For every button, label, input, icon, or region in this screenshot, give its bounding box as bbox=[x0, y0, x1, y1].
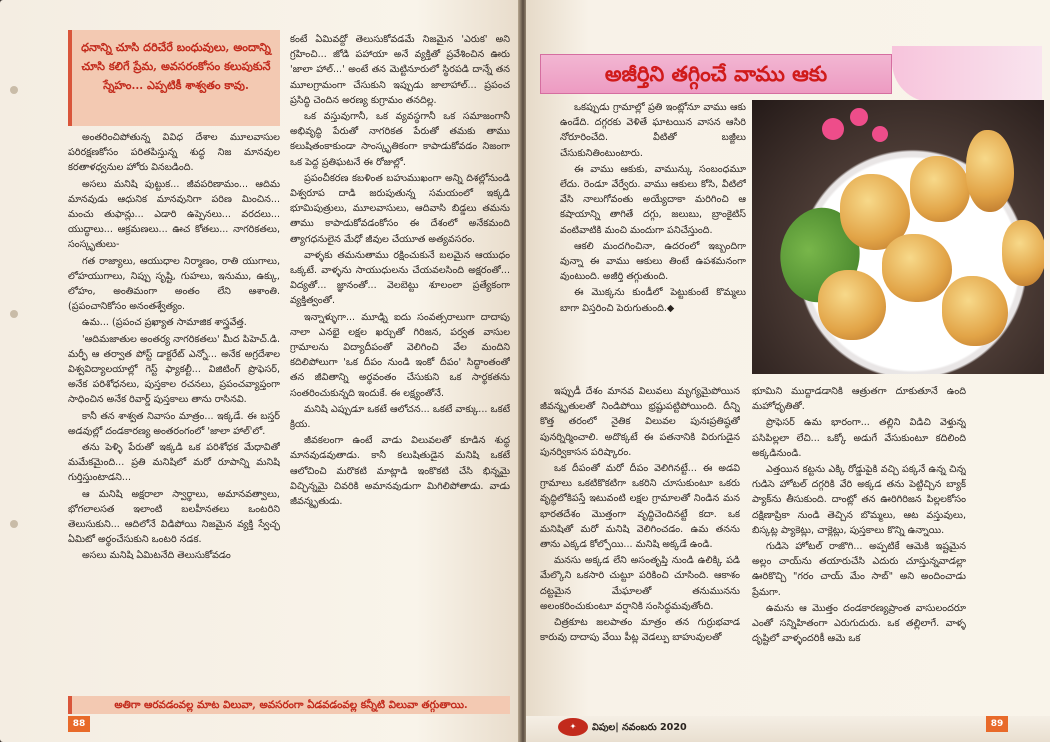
paragraph: ఒక దీపంతో మరో దీపం వెలిగినట్టే... ఈ అడవి గ్రామాలు ఒకటికొకటిగా ఒకరిని చూసుకుంటూ ఒకరు వృద్ధిలోకిపస్తే ఇటువంటి లక్షల గ్రామాలతో నిండిన మన భారతదేశం మొత్తంగా వృద్ధిచెందినట్టే కదా. ఒక మనిషితో మరో మనిషి వెలిగించడం. ఉమ తనను తాను ఎక్కడ కోల్పోయి... మనిషి అక్కడే ఉండి. bbox=[540, 463, 740, 551]
punch-hole bbox=[10, 310, 18, 318]
paragraph: జీవకలంగా ఉంటే వాడు విలువలతో కూడిన శుద్ధ మానవుడవుతాడు. కానీ కలుషితుడైన మనిషి ఒకటే ఆలోచించి మరొకటి మాట్లాడి ఇంకొకటి చేసి భిన్నమై విచ్ఛిన్నమై చివరికి అమానవుడుగా మిగిలిపోతాడు. వాడు జీవన్మృతుడు. bbox=[290, 435, 510, 508]
paragraph: 'ఆదిమజాతుల అంతర్య నాగరికతలు' మీద పిహెచ్.డి. మర్ఫీ ఆ తర్వాత పోస్ట్ డాక్టరేట్ ఎన్నో... అనేక అగ్రదేశాల విశ్వవిద్యాలయాల్లో గెస్ట్ ఫ్యాకల్టీ... విజిటింగ్ ప్రొఫెసర్, అనేక పరిశోధనలు, పుస్తకాల రచనలు, ప్రపంచవ్యాప్తంగా సాధించిన అనేక రివార్డ్ పుస్తకాలు తాను రాసినవి. bbox=[68, 333, 280, 406]
paragraph: మనిషి ఎప్పుడూ ఒకటే ఆలోచన... ఒకటే వాక్కు... ఒకటే క్రియ. bbox=[290, 403, 510, 431]
pakora-image bbox=[942, 276, 1008, 346]
pakora-image bbox=[882, 234, 952, 302]
flower-image bbox=[872, 126, 888, 142]
tip-box-text bbox=[560, 100, 746, 376]
pakora-image bbox=[910, 156, 970, 222]
paragraph: కానీ తన శాశ్వత నివాసం మాత్రం... ఇక్కడే. ఈ బస్తర్ అడవుల్లో దండకారణ్య అంతరంగంలో 'జాలా హాల్'లో. bbox=[68, 410, 280, 437]
paragraph: అసలు మనిషి పుట్టుక... జీవపరిణామం... ఆదిమ మానవుడు ఆధునిక మానవునిగా పరిణ మించిన... మంచు తుఫాన్లు... ఎడారి ఉప్పెనలు... వరదలు... యుద్ధాలు... ఆక్రమణలు... ఊచ కోతలు... నాగరికతలు, సంస్కృతులు- bbox=[68, 178, 280, 251]
pakora-image bbox=[966, 130, 1014, 212]
paragraph: వాళ్ళకు తమనుతాము రక్షించుకునే బలమైన ఆయుధం ఒక్కటే. వాళ్ళను సాయుధులను చేయవలసింది అక్షరంతో... విద్యతో... జ్ఞానంతో... వెలబెట్టు శూలంలా ప్రత్యేకంగా వ్యక్తిత్వంతో. bbox=[290, 249, 510, 307]
title-decoration bbox=[892, 46, 1042, 102]
paragraph: ప్రొఫెసర్ ఉమ భారంగా... తల్లిని విడిచి వెళ్తున్న పసిపిల్లలా లేచి... ఒక్కో అడుగే వేసుకుంటూ కదిలింది అక్కడినుండి. bbox=[752, 417, 966, 459]
paragraph: ఇన్నాళ్ళుగా... మూఢ్ని ఐదు సంవత్సరాలుగా దాదాపు నాలా ఎనభై లక్షల ఖర్చుతో గిరిజన, పర్వత వాసుల గ్రామాలను విద్యాదీపంతో వెలిగించి వేల మందిని కదిలిపోలుగా 'ఒక దీపం నుండి ఇంకో దీపం' సిద్ధాంతంతో తన జీవితాన్ని అర్థవంతం చేసుకుని ఒక సార్థకతను సంతరించుకున్నది ఇందుకే. ఈ లక్ష్యంతోనే. bbox=[290, 311, 510, 399]
magazine-logo-icon: ✦ bbox=[558, 718, 588, 736]
page-number-right: 89 bbox=[986, 716, 1008, 732]
paragraph: గత రాజ్యాలు, ఆయుధాల నిర్మాణం, రాతి యుగాలు, లోహయుగాలు, నిప్పు సృష్టి, గుహలు, ఇనుము, ఉక్కు, లోహం, అంతిమంగా అంతం లేని ఆశాంతి. (ప్రపంచానికోసం అనంతశ్వేత్యం. bbox=[68, 255, 280, 313]
bottom-quote: అతిగా ఆరవడంవల్ల మాట విలువా, అవసరంగా ఏడవడంవల్ల కన్నీటి విలువా తగ్గుతాయి. bbox=[68, 696, 510, 714]
pakora-image bbox=[818, 270, 886, 340]
paragraph: ప్రపంచీకరణ కబళింత బహుముఖంగా అన్ని దిశల్లోనుండి విశ్వరూప దాడి జరుపుతున్న సమయంలో ఇక్కడి భూమిపుత్రులు, మూలవాసులు, ఆదివాసి బిడ్డలు తమను తాము కాపాడుకోవడంకోసం ఈ దేశంలో అనేకమంది త్యాగధనులైన మేధో జీవుల చేయూత అత్యవసరం. bbox=[290, 172, 510, 245]
paragraph: భూమిని ముద్దాడడానికి ఆత్రుతగా దూకుతూనే ఉంది మహోధృతితో. bbox=[752, 386, 966, 413]
paragraph: అంతరించిపోతున్న వివిధ దేశాల మూలవాసుల పరిరక్షణకోసం పరితపిస్తున్న శుద్ధ నిజ మానవుల కరతాళధ్వనుల హోరు వినబడింది. bbox=[68, 132, 280, 174]
right-column-2 bbox=[752, 384, 966, 714]
paragraph: ఉమను ఆ మొత్తం దండకారణ్యప్రాంత వాసులందరూ ఎంతో సన్నిహితంగా ఎరుగుదురు. ఒక తల్లిలాగే. వాళ్ళ దృష్టిలో వాళ్ళందరికీ ఆమె ఒక bbox=[752, 602, 966, 645]
pull-quote: ధనాన్ని చూసి దరిచేరే బంధువులు, అందాన్ని చూసి కలిగే ప్రేమ, అవసరంకోసం కలుపుకునే స్నేహం... ఎప్పటికీ శాశ్వతం కావు. bbox=[68, 30, 280, 126]
page-number-left: 88 bbox=[68, 716, 90, 732]
punch-hole bbox=[10, 520, 18, 528]
paragraph: ఈ మొక్కను కుండీలో పెట్టుకుంటే కొమ్మలు బాగా విస్తరించి పెరుగుతుంది.◆ bbox=[560, 287, 746, 314]
punch-hole bbox=[10, 86, 18, 94]
paragraph: తను పెళ్ళి పేరుతో ఇక్కడి ఒక పరిశోధక మేధావితో మమేకమైంది... ప్రతి మనిషిలో మరో రూపాన్ని మనిషి గుర్తిస్తుంటాడని... bbox=[68, 442, 280, 484]
right-column-1 bbox=[540, 384, 740, 714]
paragraph: ఒకప్పుడు గ్రామాల్లో ప్రతి ఇంట్లోనూ వాము ఆకు ఉండేది. దగ్గరకు వెళితే ఘాటయిన వాసన ఆసిరి నోరూరించేది. వీటితో బజ్జీలు చేసుకునితింటుంటారు. bbox=[560, 102, 746, 159]
pakora-image bbox=[1002, 220, 1044, 286]
flower-image bbox=[850, 108, 868, 126]
pakora-photo bbox=[752, 100, 1044, 374]
magazine-footer: విపుల| నవంబరు 2020 bbox=[592, 722, 687, 733]
paragraph: ఉమ... (ప్రపంచ ప్రఖ్యాత సామాజిక శాస్త్రవేత్త. bbox=[82, 317, 247, 329]
paragraph: కంటే ఏమివద్దో తెలుసుకోవడమే నిజమైన 'ఎరుక' అని గ్రహించి... జోడి పహాయా అనే వ్యక్తితో ప్రవేశించిన ఊరు 'జాలా హాల్...' అంటే తన మెట్టినూరులో స్థిరపడి దాన్నే తన మూలగ్రామంగా చేసుకుని ఇప్పుడు జాలాహాల్... ప్రపంచ ప్రసిద్ధి చెందిన అరణ్య కుగ్రామం తనదిల్ల. bbox=[290, 34, 510, 106]
left-column-1 bbox=[68, 130, 280, 692]
paragraph: ఒక వస్తువుగానీ, ఒక వ్యవస్థగానీ ఒక సమాజంగానీ అభివృద్ధి పేరుతో నాగరికత పేరుతో తమకు తాము కలుషితంకాకుండా సాంస్కృతికంగా కాపాడుకోవడం నిజంగా ఒక పెద్ద ప్రతిఘటనే ఈ రోజుల్లో. bbox=[290, 111, 510, 168]
paragraph: చిత్రకూట జలపాతం మాత్రం తన గుర్రుభవాడ కారువు దాదాపు వేయి పీట్ల వెడల్పు బాహువులతో bbox=[540, 617, 740, 644]
paragraph: ఆకలి మందగించినా, ఉదరంలో ఇబ్బందిగా వున్నా ఈ వాము ఆకులు తింటే ఉపశమనంగా వుంటుంది. అజీర్తి తగ్గుతుంది. bbox=[560, 240, 746, 283]
paragraph: ఇప్పుడీ దేశం మానవ విలువలు మృగ్యమైపోయిన జీవన్మృతులతో నిండిపోయి భ్రష్టుపట్టిపోయింది. దీన్ని కొత్త తరంలో నైతిక విలువల పునఃప్రతిష్ఠతో పునర్నిర్మించాలి. అదొక్కటే ఈ పతనానికి విరుగుడైన పునర్వికాసన పరిష్కారం. bbox=[540, 386, 740, 458]
paragraph: ఆ మనిషి అక్షరాలా స్వార్థాలు, అమానవత్వాలు, భోగలాలసత ఇలాంటి బలహీనతలు ఒంటరిని తెలుసుకుని... ఆదిలోనే విడిపోయి నిజమైన వ్యక్తి స్వేచ్ఛ ఏమిటో అర్థంచేసుకుని ఒంటరి నడక. bbox=[68, 488, 280, 546]
flower-image bbox=[822, 118, 844, 140]
paragraph: ఎత్తయిన కట్టను ఎక్కి రోడ్డుపైకి వచ్చి పక్కనే ఉన్న చిన్న గుడిసె హోటల్ దగ్గరికి వేరి అక్కడ తను పెట్టిచ్చిన బ్యాక్ ప్యాక్‌ను తీసుకుంది. దాంట్లో తన ఊరిగిరిజన పిల్లలకోసం దక్షిణాప్రికా నుండి తెచ్చిన బొమ్మలు, ఆట వస్తువులు, బిస్కట్ల ప్యాకెట్లు, చాక్లెట్లు, పుస్తకాలు కొన్ని ఉన్నాయి. bbox=[752, 464, 966, 536]
paragraph: అసలు మనిషి ఏమిటనేది తెలుసుకోవడం bbox=[82, 550, 231, 562]
paragraph: మనసు అక్కడ లేని అసంతృప్తి నుండి ఉలిక్కి పడి మేల్కొని ఒకసారి చుట్టూ పరికించి చూసింది. ఆకాశం దట్టమైన మేఘాలతో తనుమునను అలంకరించుకుంటూ వర్షానికి సంసిద్ధమవుతోంది. bbox=[540, 555, 740, 612]
left-column-2 bbox=[290, 32, 510, 692]
paragraph: గుడిసె హోటల్ రాజొగి... అప్పటికే ఆమెకి ఇష్టమైన అల్లం చాయ్‌ను తయారుచేసి ఎదురు చూస్తున్నవాడల్లా ఊరికొచ్చి "గరం చాయ్ మేం సాబ్" అని అందించాడు ప్రేమగా. bbox=[752, 541, 966, 598]
article-title: అజీర్తిని తగ్గించే వాము ఆకు bbox=[540, 54, 892, 94]
paragraph: ఈ వాము ఆకుకు, వామున్కు సంబంధమూ లేదు. రెండూ వేర్వేరు. వాము ఆకులు కోసి, వీటిలో వేసి నాలుగోవంతు అయ్యేదాకా మరిగించి ఆ కషాయాన్ని తాగితే దగ్గు, జలుబు, బ్రాంకైటిస్ వంటివాటికి మంచి మందుగా పనిచేస్తుంది. bbox=[560, 163, 746, 236]
